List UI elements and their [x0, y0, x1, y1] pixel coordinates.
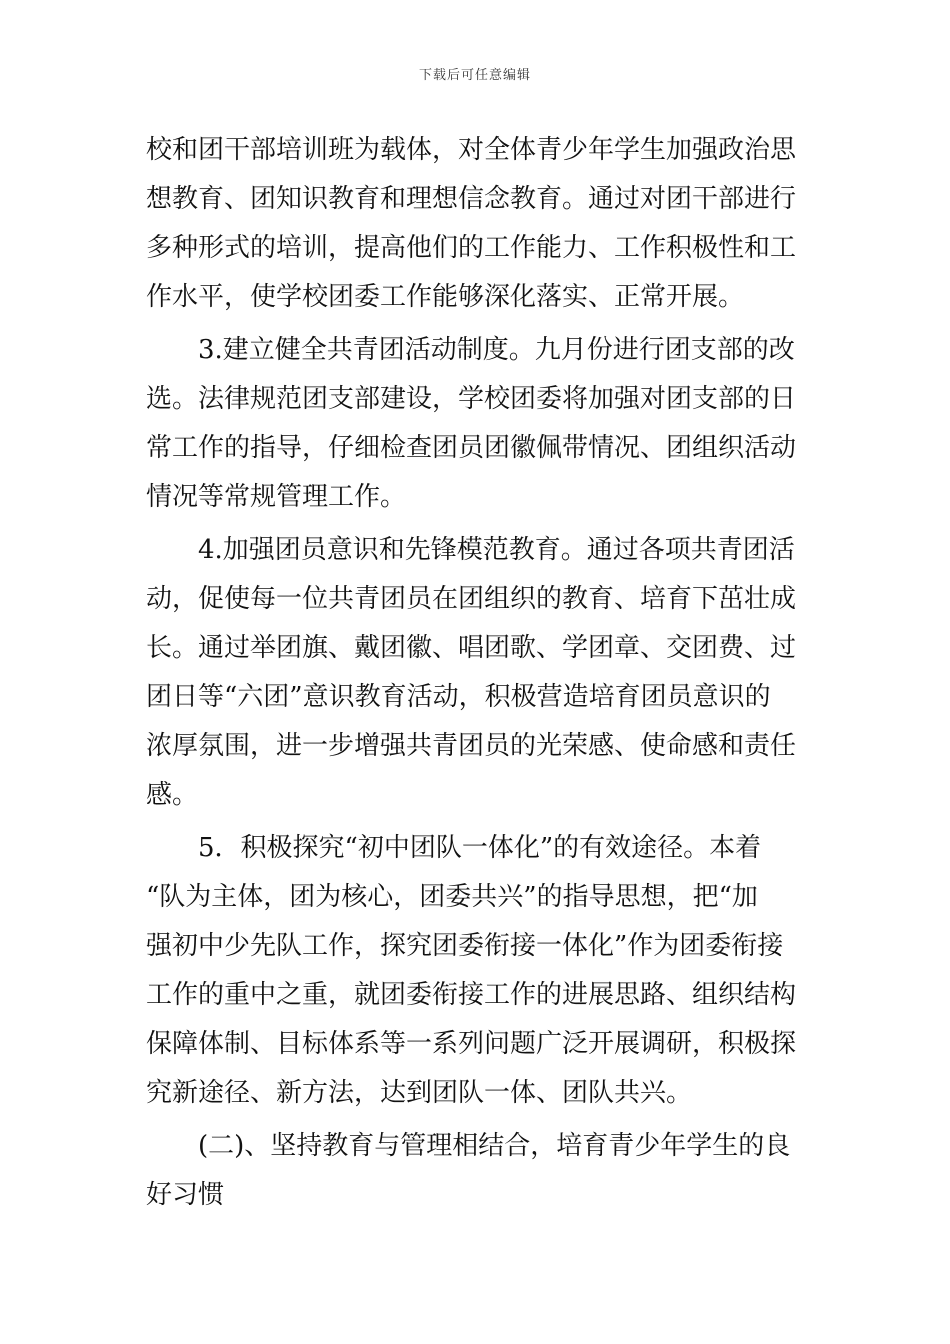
- text-line: 想教育、团知识教育和理想信念教育。通过对团干部进行: [146, 184, 797, 214]
- text-line: 4.加强团员意识和先锋模范教育。通过各项共青团活: [198, 535, 795, 565]
- text-line: 好习惯: [146, 1180, 225, 1210]
- text-line: 校和团干部培训班为载体，对全体青少年学生加强政治思: [146, 135, 797, 165]
- page-header: 下载后可任意编辑: [418, 68, 531, 83]
- document-body: [146, 126, 808, 1220]
- text-line: 3.建立健全共青团活动制度。九月份进行团支部的改: [198, 335, 795, 365]
- paragraph: [146, 526, 808, 820]
- text-line: 选。法律规范团支部建设，学校团委将加强对团支部的日: [146, 384, 797, 414]
- text-line: 情况等常规管理工作。: [146, 482, 407, 512]
- paragraph: [146, 126, 808, 322]
- text-line: 感。: [146, 780, 199, 810]
- text-line: 工作的重中之重，就团委衔接工作的进展思路、组织结构: [146, 980, 797, 1010]
- text-line: 5．积极探究“初中团队一体化”的有效途径。本着: [198, 833, 762, 863]
- section-heading: [146, 1122, 808, 1220]
- text-line: 保障体制、目标体系等一系列问题广泛开展调研，积极探: [146, 1029, 797, 1059]
- text-line: 多种形式的培训，提高他们的工作能力、工作积极性和工: [146, 233, 797, 263]
- text-line: (二)、坚持教育与管理相结合，培育青少年学生的良: [198, 1131, 791, 1161]
- paragraph: [146, 326, 808, 522]
- paragraph: [146, 824, 808, 1118]
- text-line: 浓厚氛围，进一步增强共青团员的光荣感、使命感和责任: [146, 731, 797, 761]
- text-line: 常工作的指导，仔细检查团员团徽佩带情况、团组织活动: [146, 433, 797, 463]
- text-line: 究新途径、新方法，达到团队一体、团队共兴。: [146, 1078, 693, 1108]
- text-line: 长。通过举团旗、戴团徽、唱团歌、学团章、交团费、过: [146, 633, 797, 663]
- text-line: “队为主体，团为核心，团委共兴”的指导思想，把“加: [146, 882, 758, 912]
- text-line: 动，促使每一位共青团员在团组织的教育、培育下茁壮成: [146, 584, 797, 614]
- text-line: 团日等“六团”意识教育活动，积极营造培育团员意识的: [146, 682, 771, 712]
- text-line: 强初中少先队工作，探究团委衔接一体化”作为团委衔接: [146, 931, 784, 961]
- text-line: 作水平，使学校团委工作能够深化落实、正常开展。: [146, 282, 745, 312]
